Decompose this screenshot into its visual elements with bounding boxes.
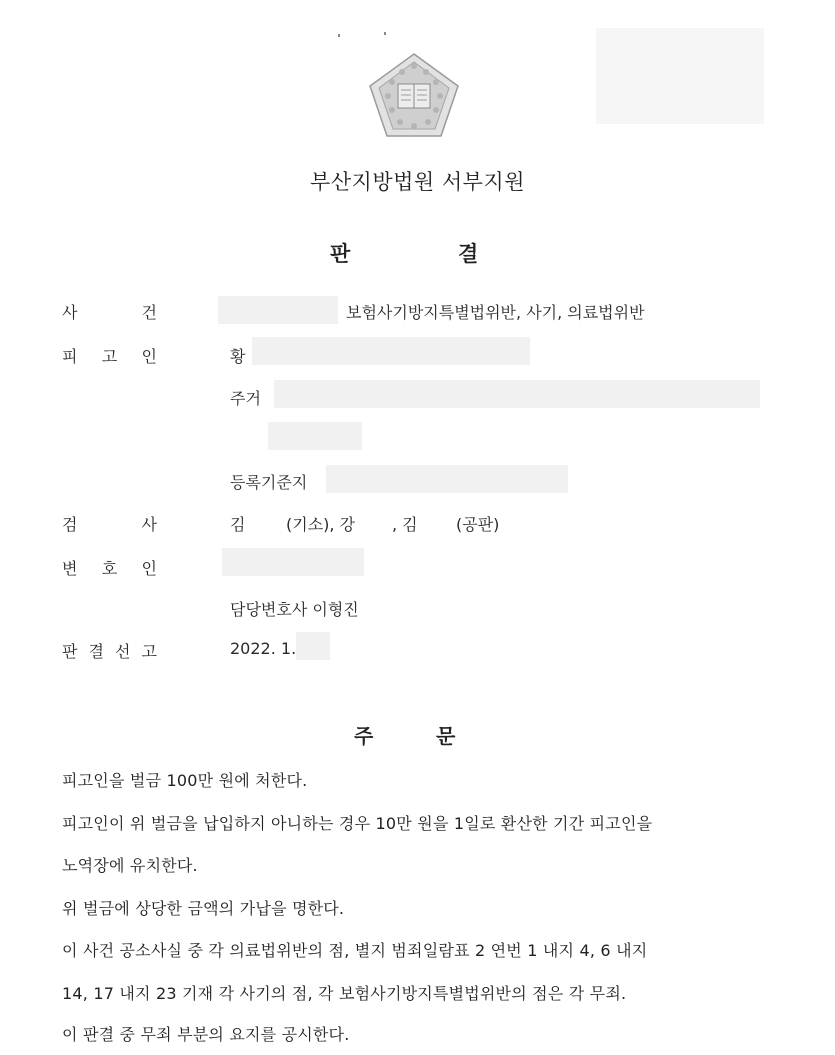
registry-label: 등록기준지	[230, 473, 308, 492]
court-emblem-icon	[368, 52, 460, 138]
doc-title-left: 판	[330, 242, 351, 266]
prosecutor-2: (기소), 강	[286, 515, 356, 534]
redacted-case-number	[218, 296, 338, 324]
defendant-label: 피 고 인	[62, 347, 157, 366]
order-line: 피고인을 벌금 100만 원에 처한다.	[62, 771, 308, 790]
redacted-registry	[326, 465, 568, 493]
scan-speck	[338, 34, 340, 37]
sentencing-label: 판 결 선 고	[62, 642, 157, 661]
redacted-day	[296, 632, 330, 660]
defendant-name-prefix: 황	[230, 347, 246, 366]
order-line: 노역장에 유치한다.	[62, 856, 198, 875]
counsel-label: 변 호 인	[62, 559, 157, 578]
prosecutor-3: , 김	[392, 515, 418, 534]
court-name: 부산지방법원 서부지원	[309, 170, 526, 194]
order-line: 이 판결 중 무죄 부분의 요지를 공시한다.	[62, 1025, 350, 1044]
order-line: 이 사건 공소사실 중 각 의료법위반의 점, 별지 범죄일람표 2 연번 1 내지 4, 6 내지	[62, 941, 648, 960]
sentencing-date: 2022. 1.	[230, 639, 297, 658]
redacted-address	[274, 380, 760, 408]
attorney-name: 담당변호사 이형진	[230, 600, 359, 619]
case-label: 사 건	[62, 303, 157, 322]
redacted-defendant-name	[252, 337, 530, 365]
prosecutor-label: 검 사	[62, 515, 157, 534]
redacted-law-firm	[222, 548, 364, 576]
order-heading-left: 주	[354, 724, 374, 748]
order-line: 피고인이 위 벌금을 납입하지 아니하는 경우 10만 원을 1일로 환산한 기간 피고인을	[62, 814, 653, 833]
order-line: 14, 17 내지 23 기재 각 사기의 점, 각 보험사기방지특별법위반의 점은 각 무죄.	[62, 984, 627, 1003]
prosecutor-1: 김	[230, 515, 246, 534]
case-value: 보험사기방지특별법위반, 사기, 의료법위반	[346, 303, 645, 322]
redacted-area	[596, 28, 764, 124]
order-heading-right: 문	[436, 724, 456, 748]
doc-title-right: 결	[458, 242, 479, 266]
prosecutor-4: (공판)	[456, 515, 500, 534]
order-line: 위 벌금에 상당한 금액의 가납을 명한다.	[62, 899, 345, 918]
address-label: 주거	[230, 389, 261, 408]
redacted-address-detail	[268, 422, 362, 450]
scan-speck	[384, 32, 386, 35]
